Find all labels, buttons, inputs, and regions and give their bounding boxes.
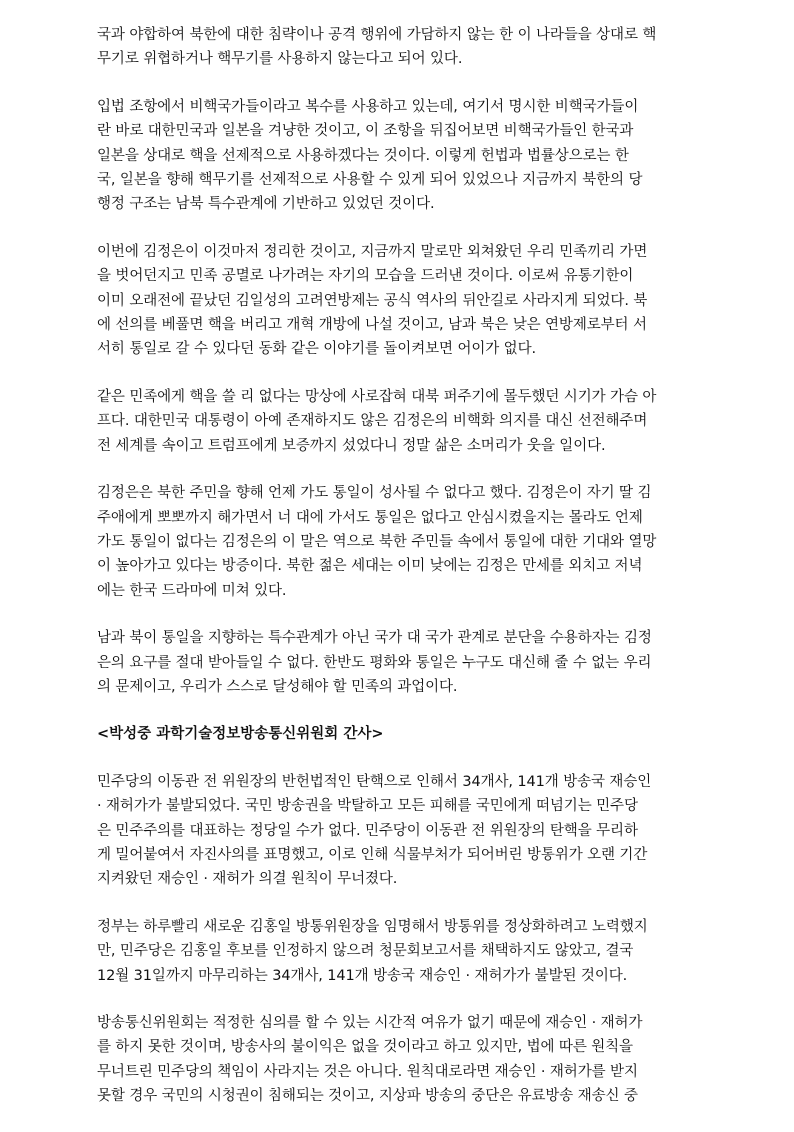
- paragraph: [97, 481, 699, 603]
- body-section-1: [97, 23, 699, 699]
- paragraph: [97, 240, 699, 362]
- text-line: 입법 조항에서 비핵국가들이라고 복수를 사용하고 있는데, 여기서 명시한 비핵국가들이: [97, 98, 639, 115]
- text-line: 가도 통일이 없다는 김정은의 이 말은 역으로 북한 주민들 속에서 통일에 대한 기대와 열망: [97, 533, 657, 550]
- text-line: 을 벗어던지고 민족 공멸로 나가려는 자기의 모습을 드러낸 것이다. 이로써 유통기한이: [97, 268, 634, 285]
- text-line: 게 밀어붙여서 자진사의를 표명했고, 이로 인해 식물부처가 되어버린 방통위가 오랜 기간: [97, 846, 648, 863]
- paragraph: [97, 770, 699, 892]
- text-line: 행정 구조는 남북 특수관계에 기반하고 있었던 것이다.: [97, 196, 435, 213]
- text-line: 은 민주주의를 대표하는 정당일 수가 없다. 민주당이 이동관 전 위원장의 탄핵을 무리하: [97, 822, 638, 839]
- paragraph: [97, 915, 699, 988]
- text-line: 의 문제이고, 우리가 스스로 달성해야 할 민족의 과업이다.: [97, 678, 458, 695]
- paragraph: [97, 385, 699, 458]
- text-line: · 재허가가 불발되었다. 국민 방송권을 박탈하고 모든 피해를 국민에게 떠넘기는 민주당: [97, 798, 638, 815]
- text-line: 이번에 김정은이 이것마저 정리한 것이고, 지금까지 말로만 외쳐왔던 우리 민족끼리 가면: [97, 243, 648, 260]
- text-line: 민주당의 이동관 전 위원장의 반헌법적인 탄핵으로 인해서 34개사, 141개 방송국 재승인: [97, 773, 652, 790]
- text-line: 무너트린 민주당의 책임이 사라지는 것은 아니다. 원칙대로라면 재승인 · 재허가를 받지: [97, 1063, 638, 1080]
- text-line: 12월 31일까지 마무리하는 34개사, 141개 방송국 재승인 · 재허가가 불발된 것이다.: [97, 967, 628, 984]
- document-page: [97, 0, 699, 1132]
- text-line: 프다. 대한민국 대통령이 아예 존재하지도 않은 김정은의 비핵화 의지를 대신 선전해주며: [97, 413, 648, 430]
- text-line: 은의 요구를 절대 받아들일 수 없다. 한반도 평화와 통일은 누구도 대신해 줄 수 없는 우리: [97, 654, 652, 671]
- text-line: 를 하지 못한 것이며, 방송사의 불이익은 없을 것이라고 하고 있지만, 법에 따른 원칙을: [97, 1039, 633, 1056]
- text-line: 주애에게 뽀뽀까지 해가면서 너 대에 가서도 통일은 없다고 안심시켰을지는 몰라도 언제: [97, 509, 643, 526]
- paragraph: [97, 626, 699, 699]
- text-line: 정부는 하루빨리 새로운 김홍일 방통위원장을 임명해서 방통위를 정상화하려고 노력했지: [97, 918, 648, 935]
- text-line: 서히 통일로 갈 수 있다던 동화 같은 이야기를 돌이켜보면 어이가 없다.: [97, 341, 536, 358]
- text-line: 에 선의를 베풀면 핵을 버리고 개혁 개방에 나설 것이고, 남과 북은 낮은 연방제로부터 서: [97, 317, 647, 334]
- text-line: 무기로 위협하거나 핵무기를 사용하지 않는다고 되어 있다.: [97, 51, 463, 68]
- text-line: 못할 경우 국민의 시청권이 침해되는 것이고, 지상파 방송의 중단은 유료방송 재송신 중: [97, 1088, 638, 1105]
- section-heading: <박성중 과학기술정보방송통신위원회 간사>: [97, 726, 384, 743]
- text-line: 지켜왔던 재승인 · 재허가 의결 원칙이 무너졌다.: [97, 871, 398, 888]
- text-line: 국과 야합하여 북한에 대한 침략이나 공격 행위에 가담하지 않는 한 이 나라들을 상대로 핵: [97, 27, 657, 43]
- text-line: 국, 일본을 향해 핵무기를 선제적으로 사용할 수 있게 되어 있었으나 지금까지 북한의 당: [97, 172, 643, 189]
- text-line: 방송통신위원회는 적정한 심의를 할 수 있는 시간적 여유가 없기 때문에 재승인 · 재허가: [97, 1015, 643, 1031]
- text-line: 란 바로 대한민국과 일본을 겨냥한 것이고, 이 조항을 뒤집어보면 비핵국가들인 한국과: [97, 123, 634, 140]
- text-line: 김정은은 북한 주민을 향해 언제 가도 통일이 성사될 수 없다고 했다. 김정은이 자기 딸 김: [97, 485, 652, 502]
- text-line: 이미 오래전에 끝났던 김일성의 고려연방제는 공식 역사의 뒤안길로 사라지게 되었다. 북: [97, 292, 648, 309]
- text-line: 에는 한국 드라마에 미쳐 있다.: [97, 582, 287, 599]
- body-section-2: [97, 770, 699, 1109]
- text-line: 이 높아가고 있다는 방증이다. 북한 젊은 세대는 이미 낮에는 김정은 만세를 외치고 저녁: [97, 558, 643, 575]
- paragraph: [97, 23, 699, 72]
- text-line: 전 세계를 속이고 트럼프에게 보증까지 섰었다니 정말 삶은 소머리가 웃을 일이다.: [97, 437, 606, 454]
- text-line: 일본을 상대로 핵을 선제적으로 사용하겠다는 것이다. 이렇게 헌법과 법률상으로는 한: [97, 147, 629, 164]
- paragraph: [97, 1011, 699, 1109]
- text-line: 같은 민족에게 핵을 쓸 리 없다는 망상에 사로잡혀 대북 퍼주기에 몰두했던 시기가 가슴 아: [97, 388, 657, 405]
- text-line: 만, 민주당은 김홍일 후보를 인정하지 않으려 청문회보고서를 채택하지도 않았고, 결국: [97, 943, 634, 960]
- text-line: 남과 북이 통일을 지향하는 특수관계가 아닌 국가 대 국가 관계로 분단을 수용하자는 김정: [97, 630, 652, 647]
- paragraph: [97, 95, 699, 217]
